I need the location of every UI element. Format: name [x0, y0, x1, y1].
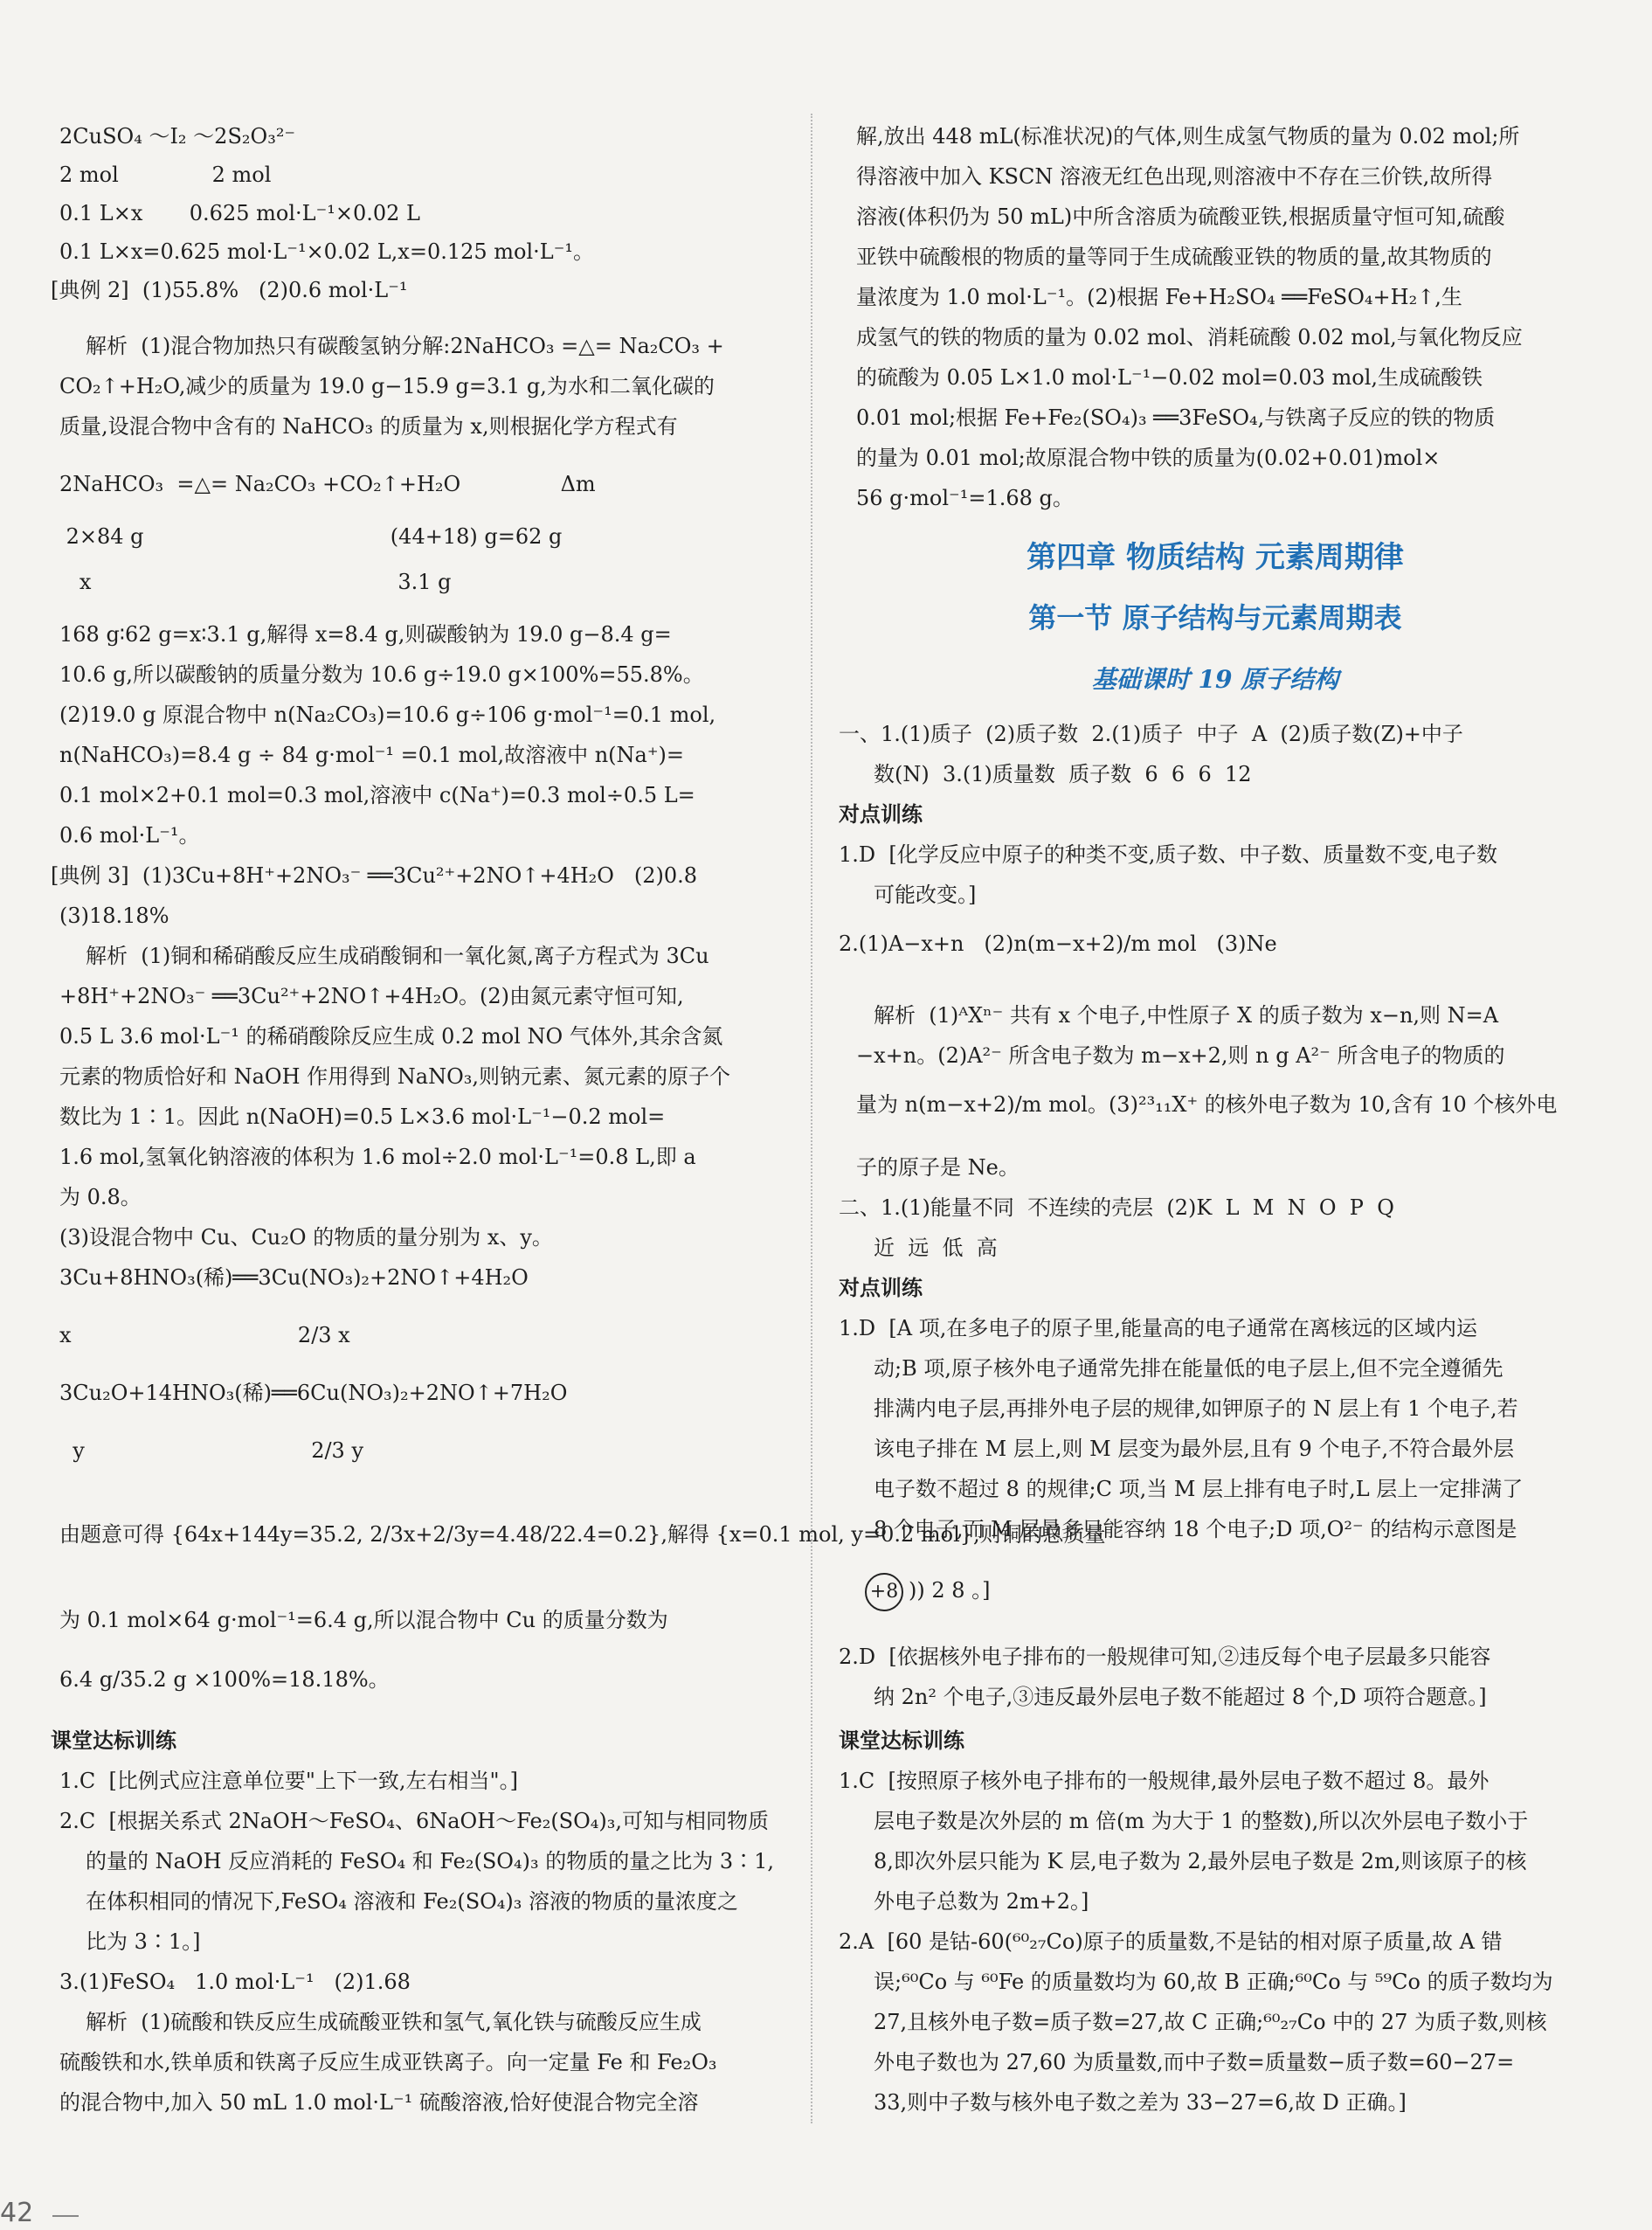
text-line: 硫酸铁和水,铁单质和铁离子反应生成亚铁离子。向一定量 Fe 和 Fe₂O₃	[59, 2050, 717, 2074]
text-line: 33,则中子数与核外电子数之差为 33−27=6,故 D 正确。]	[874, 2090, 1407, 2115]
text-line: 的硫酸为 0.05 L×1.0 mol·L⁻¹−0.02 mol=0.03 mol,生成硫酸铁	[856, 365, 1483, 390]
text-line: 0.1 mol×2+0.1 mol=0.3 mol,溶液中 c(Na⁺)=0.3 mol÷0.5 L=	[59, 783, 695, 807]
text-line: 3Cu+8HNO₃(稀)══3Cu(NO₃)₂+2NO↑+4H₂O	[59, 1265, 529, 1290]
section-heading: 课堂达标训练	[839, 1728, 964, 1753]
text-line: 溶液(体积仍为 50 mL)中所含溶质为硫酸亚铁,根据质量守恒可知,硫酸	[856, 204, 1505, 229]
text-line: 元素的物质恰好和 NaOH 作用得到 NaNO₃,则钠元素、氮元素的原子个	[59, 1064, 731, 1089]
text-line: 2 mol 2 mol	[59, 163, 272, 187]
text-line: 层电子数是次外层的 m 倍(m 为大于 1 的整数),所以次外层电子数小于	[874, 1809, 1529, 1833]
text-line: 质量,设混合物中含有的 NaHCO₃ 的质量为 x,则根据化学方程式有	[59, 414, 678, 439]
text-line: 0.01 mol;根据 Fe+Fe₂(SO₄)₃ ══3FeSO₄,与铁离子反应的铁的物质	[856, 405, 1496, 430]
subheading: 对点训练	[839, 1276, 923, 1300]
text-line: (3)18.18%	[59, 904, 169, 928]
section-title: 第一节 原子结构与元素周期表	[1028, 601, 1402, 634]
text-line: 亚铁中硫酸根的物质的量等同于生成硫酸亚铁的物质的量,故其物质的	[856, 245, 1492, 269]
text-line: 解,放出 448 mL(标准状况)的气体,则生成氢气物质的量为 0.02 mol;所	[856, 124, 1520, 149]
text-line: 排满内电子层,再排外电子层的规律,如钾原子的 N 层上有 1 个电子,若	[874, 1396, 1518, 1421]
text-line: 解析 (1)硫酸和铁反应生成硫酸亚铁和氢气,氧化铁与硫酸反应生成	[86, 2010, 702, 2034]
example-answer: [典例 2] (1)55.8% (2)0.6 mol·L⁻¹	[51, 278, 408, 302]
text-line: 的量的 NaOH 反应消耗的 FeSO₄ 和 Fe₂(SO₄)₃ 的物质的量之比为 3∶1,	[86, 1849, 775, 1873]
page-number: 42	[0, 2198, 34, 2228]
text-line: 解析 (1)ᴬXⁿ⁻ 共有 x 个电子,中性原子 X 的质子数为 x−n,则 N=A	[874, 1003, 1499, 1028]
text-line: 1.C [比例式应注意单位要"上下一致,左右相当"。]	[59, 1769, 518, 1793]
text-line: 0.5 L 3.6 mol·L⁻¹ 的稀硝酸除反应生成 0.2 mol NO 气体外,其余含氮	[59, 1024, 723, 1049]
atom-structure-diagram: +8	[865, 1573, 903, 1611]
text-line: 2.D [依据核外电子排布的一般规律可知,②违反每个电子层最多只能容	[839, 1645, 1491, 1669]
text-line: 27,且核外电子数=质子数=27,故 C 正确;⁶⁰₂₇Co 中的 27 为质子数,则核	[874, 2010, 1547, 2034]
text-line: 为 0.8。	[59, 1185, 142, 1209]
text-line: CO₂↑+H₂O,减少的质量为 19.0 g−15.9 g=3.1 g,为水和二氧化碳的	[59, 374, 715, 398]
text-line: x 2/3 x	[59, 1323, 350, 1347]
text-line: 1.D [A 项,在多电子的原子里,能量高的电子通常在离核远的区域内运	[839, 1316, 1477, 1340]
text-line: n(NaHCO₃)=8.4 g ÷ 84 g·mol⁻¹ =0.1 mol,故溶液中 n(Na⁺)=	[59, 743, 684, 767]
chapter-title: 第四章 物质结构 元素周期律	[1026, 540, 1404, 575]
column-divider	[811, 114, 812, 2123]
text-line: 2CuSO₄ ～I₂ ～2S₂O₃²⁻	[59, 124, 296, 149]
text-line: 由题意可得 {64x+144y=35.2, 2/3x+2/3y=4.48/22.4=0.2},解得 {x=0.1 mol, y=0.2 mol},则铜的总质量	[59, 1522, 1106, 1547]
text-line: (3)设混合物中 Cu、Cu₂O 的物质的量分别为 x、y。	[59, 1225, 553, 1250]
text-line: 外电子数也为 27,60 为质量数,而中子数=质量数−质子数=60−27=	[874, 2050, 1515, 2074]
text-line: 子的原子是 Ne。	[856, 1155, 1020, 1180]
text-line: 解析 (1)铜和稀硝酸反应生成硝酸铜和一氧化氮,离子方程式为 3Cu	[86, 944, 709, 968]
text-line: 3Cu₂O+14HNO₃(稀)══6Cu(NO₃)₂+2NO↑+7H₂O	[59, 1381, 568, 1405]
text-line: y 2/3 y	[59, 1438, 364, 1463]
text-line: 成氢气的铁的物质的量为 0.02 mol、消耗硫酸 0.02 mol,与氧化物反应	[856, 325, 1523, 350]
text-line: 2.C [根据关系式 2NaOH～FeSO₄、6NaOH～Fe₂(SO₄)₃,可知与相同物质	[59, 1809, 770, 1833]
text-line: 0.6 mol·L⁻¹。	[59, 823, 200, 848]
text-line: 1.6 mol,氢氧化钠溶液的体积为 1.6 mol÷2.0 mol·L⁻¹=0.8 L,即 a	[59, 1145, 696, 1169]
text-line: 2×84 g (44+18) g=62 g	[59, 524, 563, 549]
text-line: (2)19.0 g 原混合物中 n(Na₂CO₃)=10.6 g÷106 g·mol⁻¹=0.1 mol,	[59, 703, 716, 727]
text-line: −x+n。(2)A²⁻ 所含电子数为 m−x+2,则 n g A²⁻ 所含电子的物质的	[856, 1043, 1505, 1068]
page-number-rule	[52, 2215, 79, 2217]
text-line: 数比为 1∶1。因此 n(NaOH)=0.5 L×3.6 mol·L⁻¹−0.2 mol=	[59, 1105, 666, 1129]
text-line: 纳 2n² 个电子,③违反最外层电子数不能超过 8 个,D 项符合题意。]	[874, 1685, 1487, 1709]
text-line: 168 g∶62 g=x∶3.1 g,解得 x=8.4 g,则碳酸钠为 19.0 g−8.4 g=	[59, 622, 672, 647]
text-line: 一、1.(1)质子 (2)质子数 2.(1)质子 中子 A (2)质子数(Z)+中子	[839, 722, 1463, 746]
text-line: 量为 n(m−x+2)/m mol。(3)²³₁₁X⁺ 的核外电子数为 10,含有 10 个核外电	[856, 1092, 1558, 1117]
text-line: 10.6 g,所以碳酸钠的质量分数为 10.6 g÷19.0 g×100%=55.8%。	[59, 662, 704, 687]
text-line: 2.(1)A−x+n (2)n(m−x+2)/m mol (3)Ne	[839, 931, 1277, 956]
text-line: 0.1 L×x=0.625 mol·L⁻¹×0.02 L,x=0.125 mol·L⁻¹。	[59, 239, 595, 264]
text-line: 解析 (1)混合物加热只有碳酸氢钠分解:2NaHCO₃ =△= Na₂CO₃ +	[86, 334, 724, 358]
text-line: 近 远 低 高	[874, 1236, 998, 1260]
text-line: 电子数不超过 8 的规律;C 项,当 M 层上排有电子时,L 层上一定排满了	[874, 1477, 1524, 1501]
text-line: )) 2 8 。]	[909, 1578, 991, 1603]
text-line: 的量为 0.01 mol;故原混合物中铁的质量为(0.02+0.01)mol×	[856, 446, 1441, 470]
example-answer: [典例 3] (1)3Cu+8H⁺+2NO₃⁻ ══3Cu²⁺+2NO↑+4H₂O (2)0.8	[51, 863, 698, 888]
text-line: 56 g·mol⁻¹=1.68 g。	[856, 486, 1074, 510]
text-line: +8H⁺+2NO₃⁻ ══3Cu²⁺+2NO↑+4H₂O。(2)由氮元素守恒可知,	[59, 984, 684, 1008]
text-line: 1.D [化学反应中原子的种类不变,质子数、中子数、质量数不变,电子数	[839, 842, 1498, 867]
text-line: x 3.1 g	[59, 570, 452, 594]
text-line: 2.A [60 是钴-60(⁶⁰₂₇Co)原子的质量数,不是钴的相对原子质量,故 A 错	[839, 1929, 1503, 1954]
text-line: 动;B 项,原子核外电子通常先排在能量低的电子层上,但不完全遵循先	[874, 1356, 1503, 1381]
lesson-title: 基础课时 19 原子结构	[1091, 665, 1339, 694]
text-line: 二、1.(1)能量不同 不连续的壳层 (2)K L M N O P Q	[839, 1195, 1394, 1220]
text-line: 8 个电子,而 M 层最多只能容纳 18 个电子;D 项,O²⁻ 的结构示意图是	[874, 1517, 1517, 1541]
text-line: 比为 3∶1。]	[86, 1929, 201, 1954]
text-line: 3.(1)FeSO₄ 1.0 mol·L⁻¹ (2)1.68	[59, 1970, 411, 1994]
text-line: 0.1 L×x 0.625 mol·L⁻¹×0.02 L	[59, 201, 420, 225]
text-line: 数(N) 3.(1)质量数 质子数 6 6 6 12	[874, 762, 1252, 786]
text-line: 外电子总数为 2m+2。]	[874, 1889, 1089, 1914]
text-line: 该电子排在 M 层上,则 M 层变为最外层,且有 9 个电子,不符合最外层	[874, 1437, 1515, 1461]
text-line: 1.C [按照原子核外电子排布的一般规律,最外层电子数不超过 8。最外	[839, 1769, 1490, 1793]
text-line: 误;⁶⁰Co 与 ⁶⁰Fe 的质量数均为 60,故 B 正确;⁶⁰Co 与 ⁵⁹Co 的质子数均为	[874, 1970, 1553, 1994]
text-line: 量浓度为 1.0 mol·L⁻¹。(2)根据 Fe+H₂SO₄ ══FeSO₄+H₂↑,生	[856, 285, 1462, 309]
text-line: 为 0.1 mol×64 g·mol⁻¹=6.4 g,所以混合物中 Cu 的质量分数为	[59, 1608, 668, 1632]
subheading: 对点训练	[839, 802, 923, 827]
text-line: 2NaHCO₃ =△= Na₂CO₃ +CO₂↑+H₂O Δm	[59, 472, 596, 496]
text-line: 在体积相同的情况下,FeSO₄ 溶液和 Fe₂(SO₄)₃ 溶液的物质的量浓度之	[86, 1889, 739, 1914]
section-heading: 课堂达标训练	[51, 1728, 176, 1753]
text-line: 8,即次外层只能为 K 层,电子数为 2,最外层电子数是 2m,则该原子的核	[874, 1849, 1527, 1873]
text-line: 的混合物中,加入 50 mL 1.0 mol·L⁻¹ 硫酸溶液,恰好使混合物完全溶	[59, 2090, 699, 2115]
text-line: 6.4 g/35.2 g ×100%=18.18%。	[59, 1667, 390, 1692]
text-line: 得溶液中加入 KSCN 溶液无红色出现,则溶液中不存在三价铁,故所得	[856, 164, 1493, 189]
text-line: 可能改变。]	[874, 883, 977, 907]
